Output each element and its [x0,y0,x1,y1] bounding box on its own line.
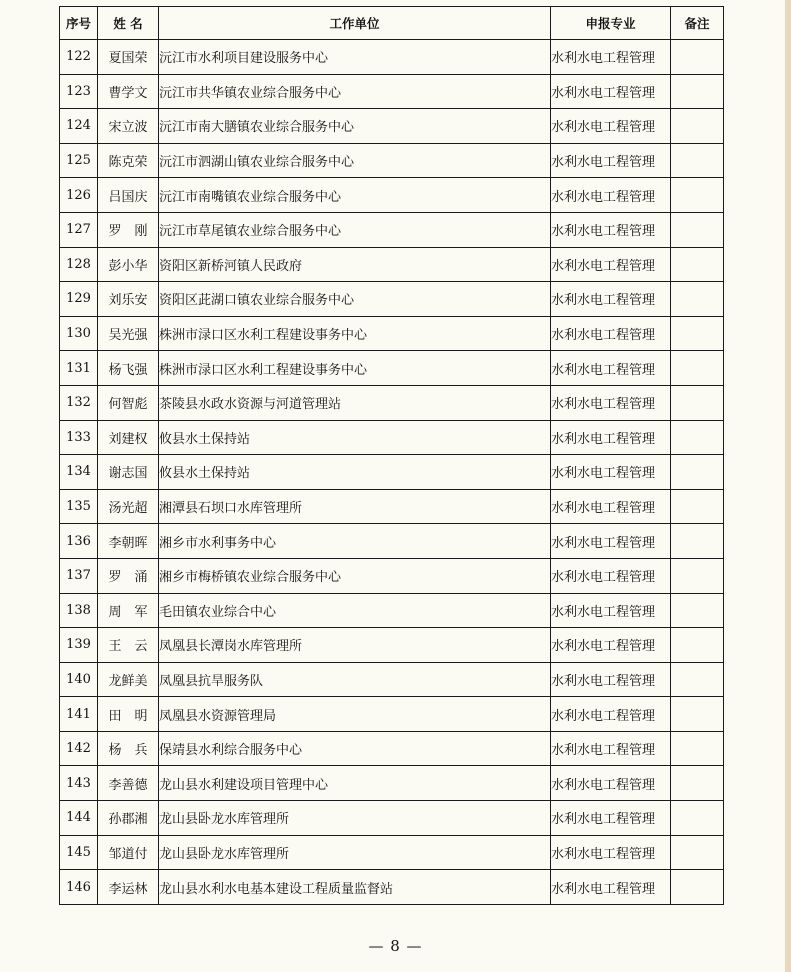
cell-major: 水利水电工程管理 [551,143,671,178]
table-row [60,247,724,282]
cell-note [671,697,724,732]
table-row [60,731,724,766]
cell-unit: 湘乡市梅桥镇农业综合服务中心 [159,558,551,593]
table-row [60,74,724,109]
table-row [60,593,724,628]
cell-unit: 凤凰县水资源管理局 [159,697,551,732]
cell-unit: 攸县水土保持站 [159,420,551,455]
cell-name: 杨 兵 [98,731,159,766]
cell-index: 141 [60,697,98,732]
cell-name: 刘建权 [98,420,159,455]
cell-unit: 龙山县水利建设项目管理中心 [159,766,551,801]
cell-unit: 保靖县水利综合服务中心 [159,731,551,766]
cell-major: 水利水电工程管理 [551,524,671,559]
table-row [60,697,724,732]
cell-index: 145 [60,835,98,870]
table-row [60,801,724,836]
cell-unit: 龙山县卧龙水库管理所 [159,801,551,836]
cell-major: 水利水电工程管理 [551,351,671,386]
table-row [60,558,724,593]
cell-note [671,662,724,697]
cell-unit: 株洲市渌口区水利工程建设事务中心 [159,351,551,386]
table-header-row [60,7,724,40]
cell-note [671,766,724,801]
table-row [60,316,724,351]
cell-name: 刘乐安 [98,282,159,317]
cell-major: 水利水电工程管理 [551,109,671,144]
page-edge [785,0,791,972]
cell-name: 孙郡湘 [98,801,159,836]
cell-unit: 茶陵县水政水资源与河道管理站 [159,385,551,420]
cell-note [671,558,724,593]
cell-note [671,731,724,766]
cell-note [671,870,724,905]
table-row [60,420,724,455]
cell-name: 何智彪 [98,385,159,420]
cell-major: 水利水电工程管理 [551,835,671,870]
cell-unit: 株洲市渌口区水利工程建设事务中心 [159,316,551,351]
cell-name: 吕国庆 [98,178,159,213]
cell-note [671,524,724,559]
cell-major: 水利水电工程管理 [551,731,671,766]
cell-unit: 龙山县卧龙水库管理所 [159,835,551,870]
table-row [60,628,724,663]
cell-index: 129 [60,282,98,317]
cell-note [671,420,724,455]
cell-name: 罗 刚 [98,212,159,247]
cell-note [671,109,724,144]
cell-major: 水利水电工程管理 [551,385,671,420]
cell-unit: 资阳区茈湖口镇农业综合服务中心 [159,282,551,317]
cell-note [671,801,724,836]
cell-index: 136 [60,524,98,559]
cell-note [671,593,724,628]
cell-index: 144 [60,801,98,836]
header-index: 序号 [60,7,98,40]
cell-major: 水利水电工程管理 [551,40,671,75]
cell-major: 水利水电工程管理 [551,455,671,490]
cell-index: 142 [60,731,98,766]
cell-index: 137 [60,558,98,593]
cell-index: 126 [60,178,98,213]
cell-name: 杨飞强 [98,351,159,386]
cell-note [671,143,724,178]
header-major: 申报专业 [551,7,671,40]
cell-major: 水利水电工程管理 [551,766,671,801]
cell-index: 122 [60,40,98,75]
cell-name: 罗 涌 [98,558,159,593]
cell-name: 周 军 [98,593,159,628]
cell-major: 水利水电工程管理 [551,662,671,697]
table-row [60,178,724,213]
cell-major: 水利水电工程管理 [551,558,671,593]
cell-unit: 凤凰县抗旱服务队 [159,662,551,697]
cell-index: 140 [60,662,98,697]
cell-name: 曹学文 [98,74,159,109]
cell-note [671,385,724,420]
cell-name: 谢志国 [98,455,159,490]
cell-unit: 沅江市南大膳镇农业综合服务中心 [159,109,551,144]
cell-name: 王 云 [98,628,159,663]
table-row [60,766,724,801]
cell-index: 146 [60,870,98,905]
table-row [60,835,724,870]
cell-index: 127 [60,212,98,247]
cell-unit: 沅江市草尾镇农业综合服务中心 [159,212,551,247]
cell-index: 143 [60,766,98,801]
page-number: — 8 — [368,937,423,955]
cell-name: 李运林 [98,870,159,905]
cell-note [671,178,724,213]
cell-note [671,835,724,870]
cell-major: 水利水电工程管理 [551,282,671,317]
table-row [60,870,724,905]
table-row [60,40,724,75]
cell-unit: 沅江市共华镇农业综合服务中心 [159,74,551,109]
cell-note [671,628,724,663]
cell-name: 龙鲜美 [98,662,159,697]
cell-unit: 龙山县水利水电基本建设工程质量监督站 [159,870,551,905]
table-row [60,524,724,559]
table-row [60,212,724,247]
cell-note [671,489,724,524]
cell-major: 水利水电工程管理 [551,801,671,836]
cell-note [671,247,724,282]
cell-note [671,40,724,75]
cell-major: 水利水电工程管理 [551,178,671,213]
cell-major: 水利水电工程管理 [551,420,671,455]
cell-note [671,455,724,490]
cell-unit: 沅江市南嘴镇农业综合服务中心 [159,178,551,213]
cell-unit: 毛田镇农业综合中心 [159,593,551,628]
cell-name: 夏国荣 [98,40,159,75]
table-row [60,662,724,697]
header-note: 备注 [671,7,724,40]
table-row [60,143,724,178]
cell-note [671,316,724,351]
cell-index: 130 [60,316,98,351]
cell-index: 135 [60,489,98,524]
cell-major: 水利水电工程管理 [551,247,671,282]
cell-name: 彭小华 [98,247,159,282]
table-row [60,282,724,317]
personnel-table [59,6,724,905]
cell-note [671,282,724,317]
cell-unit: 湘乡市水利事务中心 [159,524,551,559]
table-body [60,40,724,905]
cell-major: 水利水电工程管理 [551,628,671,663]
header-unit: 工作单位 [159,7,551,40]
cell-name: 李朝晖 [98,524,159,559]
table-row [60,455,724,490]
cell-name: 田 明 [98,697,159,732]
cell-unit: 攸县水土保持站 [159,455,551,490]
header-name: 姓 名 [98,7,159,40]
cell-index: 134 [60,455,98,490]
cell-unit: 沅江市水利项目建设服务中心 [159,40,551,75]
cell-index: 128 [60,247,98,282]
cell-name: 李善德 [98,766,159,801]
cell-index: 132 [60,385,98,420]
cell-major: 水利水电工程管理 [551,870,671,905]
cell-index: 131 [60,351,98,386]
cell-major: 水利水电工程管理 [551,697,671,732]
cell-index: 133 [60,420,98,455]
cell-unit: 湘潭县石坝口水库管理所 [159,489,551,524]
cell-unit: 凤凰县长潭岗水库管理所 [159,628,551,663]
cell-name: 宋立波 [98,109,159,144]
cell-note [671,212,724,247]
table-row [60,489,724,524]
cell-name: 汤光超 [98,489,159,524]
cell-name: 陈克荣 [98,143,159,178]
cell-index: 125 [60,143,98,178]
cell-major: 水利水电工程管理 [551,212,671,247]
cell-major: 水利水电工程管理 [551,316,671,351]
cell-major: 水利水电工程管理 [551,489,671,524]
cell-index: 123 [60,74,98,109]
cell-unit: 资阳区新桥河镇人民政府 [159,247,551,282]
table-row [60,109,724,144]
table-row [60,385,724,420]
cell-index: 138 [60,593,98,628]
cell-index: 124 [60,109,98,144]
cell-major: 水利水电工程管理 [551,74,671,109]
cell-major: 水利水电工程管理 [551,593,671,628]
cell-unit: 沅江市泗湖山镇农业综合服务中心 [159,143,551,178]
cell-note [671,74,724,109]
cell-name: 吴光强 [98,316,159,351]
cell-name: 邹道付 [98,835,159,870]
cell-note [671,351,724,386]
cell-index: 139 [60,628,98,663]
table-row [60,351,724,386]
